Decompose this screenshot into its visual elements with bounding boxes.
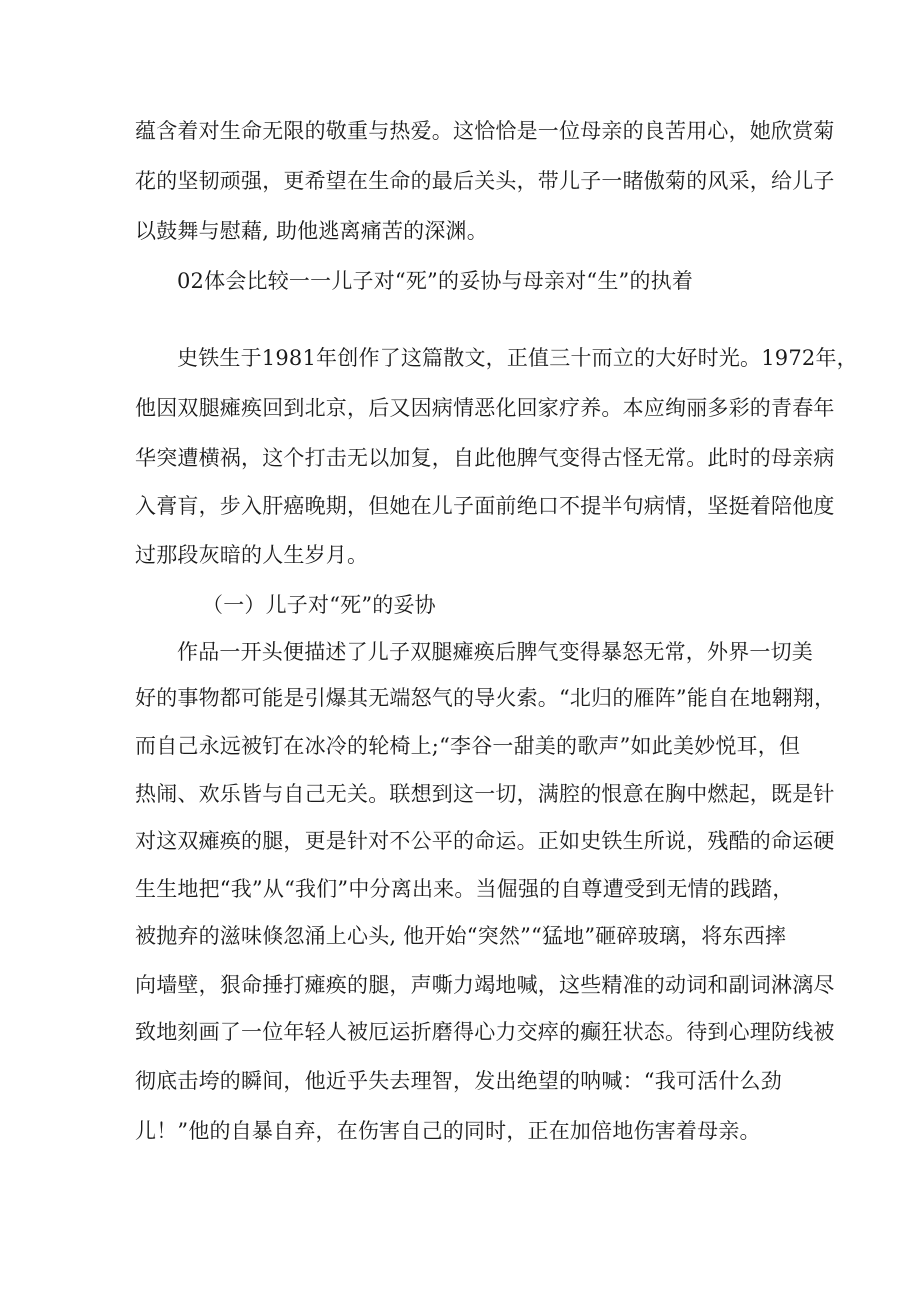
paragraph-line: 史铁生于1981年创作了这篇散文，正值三十而立的大好时光。1972年， xyxy=(177,346,858,370)
paragraph-line: 致地刻画了一位年轻人被厄运折磨得心力交瘁的癫狂状态。待到心理防线被 xyxy=(135,1020,835,1044)
paragraph-line: 过那段灰暗的人生岁月。 xyxy=(135,543,369,567)
sub-heading: （一）儿子对“死”的妥协 xyxy=(202,593,436,617)
paragraph-line: 作品一开头便描述了儿子双腿瘫痪后脾气变得暴怒无常，外界一切美 xyxy=(177,640,813,664)
paragraph-line: 彻底击垮的瞬间，他近乎失去理智，发出绝望的呐喊：“我可活什么劲 xyxy=(135,1069,782,1093)
paragraph-line: 热闹、欢乐皆与自己无关。联想到这一切，满腔的恨意在胸中燃起，既是针 xyxy=(135,782,835,806)
paragraph-line: 好的事物都可能是引爆其无端怒气的导火索。“北归的雁阵”能自在地翱翔， xyxy=(135,686,836,710)
section-heading: 02体会比较一一儿子对“死”的妥协与母亲对“生”的执着 xyxy=(177,269,694,293)
paragraph-line: 对这双瘫痪的腿，更是针对不公平的命运。正如史铁生所说，残酷的命运硬 xyxy=(135,829,835,853)
paragraph-line: 他因双腿瘫痪回到北京，后又因病情恶化回家疗养。本应绚丽多彩的青春年 xyxy=(135,396,835,420)
paragraph-line: 蕴含着对生命无限的敬重与热爱。这恰恰是一位母亲的良苦用心，她欣赏菊 xyxy=(135,119,835,143)
paragraph-line: 而自己永远被钉在冰冷的轮椅上;“李谷一甜美的歌声”如此美妙悦耳，但 xyxy=(135,734,801,758)
paragraph-line: 入膏肓，步入肝癌晚期，但她在儿子面前绝口不提半句病情，坚挺着陪他度 xyxy=(135,494,835,518)
paragraph-line: 被抛弃的滋味倏忽涌上心头, 他开始“突然”“猛地”砸碎玻璃，将东西摔 xyxy=(135,924,787,948)
paragraph-line: 华突遭横祸，这个打击无以加复，自此他脾气变得古怪无常。此时的母亲病 xyxy=(135,446,835,470)
paragraph-line: 花的坚韧顽强，更希望在生命的最后关头，带儿子一睹傲菊的风采，给儿子 xyxy=(135,169,835,193)
paragraph-line: 向墙壁，狠命捶打瘫痪的腿，声嘶力竭地喊，这些精准的动词和副词淋漓尽 xyxy=(135,973,835,997)
paragraph-line: 儿！”他的自暴自弃，在伤害自己的同时，正在加倍地伤害着母亲。 xyxy=(135,1119,761,1143)
paragraph-line: 生生地把“我”从“我们”中分离出来。当倔强的自尊遭受到无情的践踏， xyxy=(135,877,794,901)
paragraph-line: 以鼓舞与慰藉, 助他逃离痛苦的深渊。 xyxy=(135,219,488,243)
